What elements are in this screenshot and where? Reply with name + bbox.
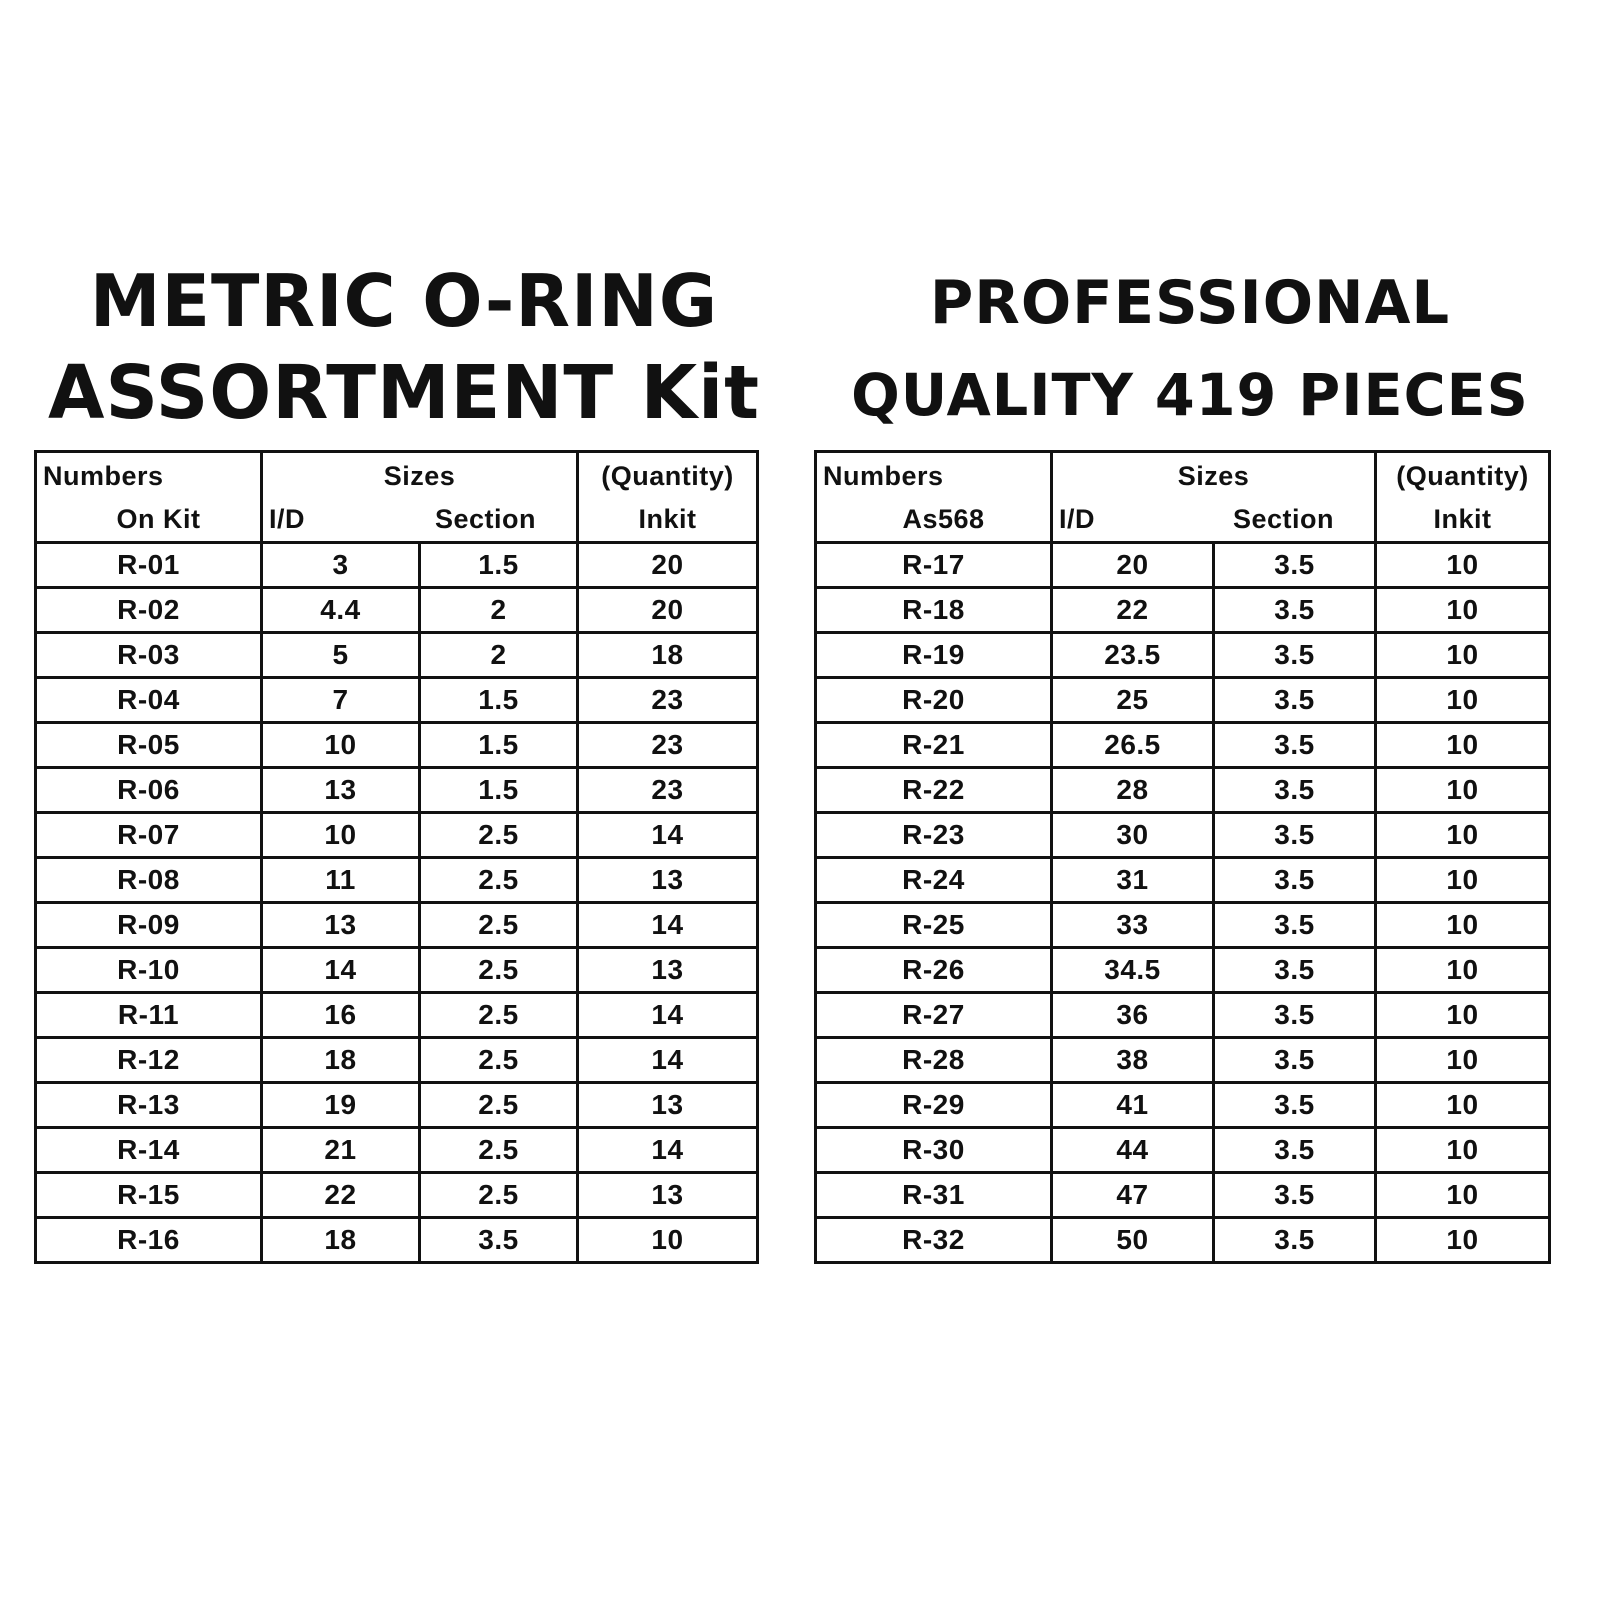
cell-quantity: 14 xyxy=(578,903,758,948)
cell-kit-number: R-18 xyxy=(816,588,1052,633)
cell-inner-diameter: 13 xyxy=(262,768,420,813)
cell-kit-number: R-30 xyxy=(816,1128,1052,1173)
cell-quantity: 10 xyxy=(578,1218,758,1263)
cell-inner-diameter: 21 xyxy=(262,1128,420,1173)
cell-inner-diameter: 20 xyxy=(1052,543,1214,588)
cell-kit-number: R-02 xyxy=(36,588,262,633)
cell-kit-number: R-31 xyxy=(816,1173,1052,1218)
cell-section: 2.5 xyxy=(420,1173,578,1218)
cell-inner-diameter: 33 xyxy=(1052,903,1214,948)
header-quantity-label: (Quantity) xyxy=(601,461,734,491)
cell-section: 3.5 xyxy=(1214,723,1376,768)
table-row xyxy=(36,1173,758,1218)
table-row xyxy=(816,723,1550,768)
header-quantity-label: (Quantity) xyxy=(1396,461,1529,491)
table-row xyxy=(36,633,758,678)
cell-inner-diameter: 34.5 xyxy=(1052,948,1214,993)
cell-section: 1.5 xyxy=(420,678,578,723)
table-row xyxy=(36,723,758,768)
header-numbers-label: Numbers xyxy=(43,461,164,491)
cell-inner-diameter: 38 xyxy=(1052,1038,1214,1083)
cell-quantity: 10 xyxy=(1376,678,1550,723)
cell-quantity: 10 xyxy=(1376,633,1550,678)
cell-quantity: 10 xyxy=(1376,1038,1550,1083)
cell-section: 2.5 xyxy=(420,1128,578,1173)
cell-kit-number: R-28 xyxy=(816,1038,1052,1083)
header-numbers-label: Numbers xyxy=(823,461,944,491)
cell-quantity: 10 xyxy=(1376,858,1550,903)
table-row xyxy=(816,1038,1550,1083)
cell-section: 2.5 xyxy=(420,993,578,1038)
left-oring-table xyxy=(34,450,759,1264)
table-row xyxy=(816,1128,1550,1173)
cell-inner-diameter: 10 xyxy=(262,813,420,858)
table-row xyxy=(816,813,1550,858)
cell-quantity: 10 xyxy=(1376,543,1550,588)
cell-section: 2.5 xyxy=(420,1083,578,1128)
cell-section: 3.5 xyxy=(1214,903,1376,948)
table-row xyxy=(36,588,758,633)
cell-section: 3.5 xyxy=(1214,588,1376,633)
cell-section: 3.5 xyxy=(1214,948,1376,993)
cell-inner-diameter: 25 xyxy=(1052,678,1214,723)
cell-kit-number: R-15 xyxy=(36,1173,262,1218)
cell-kit-number: R-20 xyxy=(816,678,1052,723)
cell-section: 2.5 xyxy=(420,948,578,993)
header-onkit-label: On Kit xyxy=(116,504,201,534)
table-row xyxy=(36,993,758,1038)
cell-kit-number: R-04 xyxy=(36,678,262,723)
cell-section: 3.5 xyxy=(1214,633,1376,678)
cell-quantity: 10 xyxy=(1376,1128,1550,1173)
cell-quantity: 13 xyxy=(578,1083,758,1128)
header-sizes xyxy=(1052,452,1376,543)
cell-inner-diameter: 50 xyxy=(1052,1218,1214,1263)
cell-kit-number: R-25 xyxy=(816,903,1052,948)
right-title-line2: QUALITY 419 PIECES xyxy=(851,361,1529,429)
header-sizes xyxy=(262,452,578,543)
left-table-body xyxy=(36,452,758,1263)
table-row xyxy=(816,993,1550,1038)
cell-kit-number: R-13 xyxy=(36,1083,262,1128)
header-id-label: I/D xyxy=(1059,504,1096,534)
cell-kit-number: R-19 xyxy=(816,633,1052,678)
cell-inner-diameter: 5 xyxy=(262,633,420,678)
table-row xyxy=(816,948,1550,993)
cell-section: 2 xyxy=(420,588,578,633)
cell-inner-diameter: 16 xyxy=(262,993,420,1038)
cell-kit-number: R-27 xyxy=(816,993,1052,1038)
cell-section: 3.5 xyxy=(1214,1218,1376,1263)
right-title xyxy=(814,245,1566,445)
header-section-label: Section xyxy=(434,504,536,534)
cell-kit-number: R-07 xyxy=(36,813,262,858)
cell-section: 3.5 xyxy=(1214,813,1376,858)
table-row xyxy=(36,1038,758,1083)
cell-section: 3.5 xyxy=(1214,1128,1376,1173)
cell-quantity: 10 xyxy=(1376,1083,1550,1128)
cell-quantity: 10 xyxy=(1376,768,1550,813)
cell-inner-diameter: 23.5 xyxy=(1052,633,1214,678)
cell-quantity: 18 xyxy=(578,633,758,678)
cell-kit-number: R-09 xyxy=(36,903,262,948)
cell-quantity: 10 xyxy=(1376,948,1550,993)
cell-inner-diameter: 14 xyxy=(262,948,420,993)
cell-kit-number: R-01 xyxy=(36,543,262,588)
cell-inner-diameter: 3 xyxy=(262,543,420,588)
table-row xyxy=(816,588,1550,633)
cell-inner-diameter: 10 xyxy=(262,723,420,768)
cell-quantity: 14 xyxy=(578,1038,758,1083)
cell-section: 3.5 xyxy=(420,1218,578,1263)
cell-quantity: 13 xyxy=(578,858,758,903)
cell-inner-diameter: 36 xyxy=(1052,993,1214,1038)
left-title xyxy=(34,245,774,445)
cell-inner-diameter: 4.4 xyxy=(262,588,420,633)
cell-section: 1.5 xyxy=(420,768,578,813)
table-row xyxy=(36,858,758,903)
right-header-row xyxy=(816,452,1550,543)
cell-kit-number: R-26 xyxy=(816,948,1052,993)
cell-inner-diameter: 22 xyxy=(1052,588,1214,633)
cell-inner-diameter: 47 xyxy=(1052,1173,1214,1218)
cell-kit-number: R-14 xyxy=(36,1128,262,1173)
cell-section: 2.5 xyxy=(420,858,578,903)
cell-kit-number: R-22 xyxy=(816,768,1052,813)
cell-inner-diameter: 7 xyxy=(262,678,420,723)
cell-section: 1.5 xyxy=(420,723,578,768)
table-row xyxy=(816,678,1550,723)
cell-kit-number: R-16 xyxy=(36,1218,262,1263)
cell-section: 3.5 xyxy=(1214,1038,1376,1083)
cell-kit-number: R-10 xyxy=(36,948,262,993)
table-row xyxy=(36,543,758,588)
cell-section: 3.5 xyxy=(1214,858,1376,903)
header-inkit-label: Inkit xyxy=(638,504,697,534)
table-row xyxy=(36,768,758,813)
cell-inner-diameter: 19 xyxy=(262,1083,420,1128)
cell-kit-number: R-12 xyxy=(36,1038,262,1083)
cell-inner-diameter: 28 xyxy=(1052,768,1214,813)
cell-quantity: 10 xyxy=(1376,588,1550,633)
right-oring-table xyxy=(814,450,1551,1264)
table-row xyxy=(816,543,1550,588)
right-table-body xyxy=(816,452,1550,1263)
cell-kit-number: R-05 xyxy=(36,723,262,768)
cell-inner-diameter: 31 xyxy=(1052,858,1214,903)
cell-quantity: 14 xyxy=(578,993,758,1038)
right-title-line1: PROFESSIONAL xyxy=(929,268,1451,338)
cell-section: 2.5 xyxy=(420,813,578,858)
header-numbers xyxy=(816,452,1052,543)
cell-kit-number: R-03 xyxy=(36,633,262,678)
table-row xyxy=(36,903,758,948)
cell-quantity: 10 xyxy=(1376,723,1550,768)
cell-section: 2.5 xyxy=(420,903,578,948)
cell-inner-diameter: 26.5 xyxy=(1052,723,1214,768)
cell-kit-number: R-29 xyxy=(816,1083,1052,1128)
cell-section: 1.5 xyxy=(420,543,578,588)
left-panel xyxy=(34,245,774,1255)
table-row xyxy=(816,858,1550,903)
header-inkit-label: Inkit xyxy=(1433,504,1492,534)
cell-quantity: 14 xyxy=(578,1128,758,1173)
cell-section: 3.5 xyxy=(1214,1173,1376,1218)
cell-kit-number: R-21 xyxy=(816,723,1052,768)
cell-quantity: 13 xyxy=(578,948,758,993)
cell-section: 2.5 xyxy=(420,1038,578,1083)
cell-inner-diameter: 41 xyxy=(1052,1083,1214,1128)
cell-quantity: 13 xyxy=(578,1173,758,1218)
table-row xyxy=(816,903,1550,948)
left-title-line1: METRIC O-RING xyxy=(89,259,719,343)
table-row xyxy=(36,1083,758,1128)
header-id-label: I/D xyxy=(269,504,306,534)
cell-section: 3.5 xyxy=(1214,678,1376,723)
cell-kit-number: R-11 xyxy=(36,993,262,1038)
cell-section: 3.5 xyxy=(1214,1083,1376,1128)
header-quantity xyxy=(1376,452,1550,543)
table-row xyxy=(36,813,758,858)
cell-quantity: 20 xyxy=(578,543,758,588)
table-row xyxy=(816,1173,1550,1218)
cell-inner-diameter: 13 xyxy=(262,903,420,948)
header-sizes-label: Sizes xyxy=(383,461,456,491)
cell-quantity: 14 xyxy=(578,813,758,858)
cell-quantity: 10 xyxy=(1376,903,1550,948)
cell-kit-number: R-06 xyxy=(36,768,262,813)
cell-quantity: 23 xyxy=(578,768,758,813)
cell-inner-diameter: 11 xyxy=(262,858,420,903)
cell-kit-number: R-23 xyxy=(816,813,1052,858)
cell-quantity: 23 xyxy=(578,723,758,768)
cell-kit-number: R-32 xyxy=(816,1218,1052,1263)
cell-inner-diameter: 44 xyxy=(1052,1128,1214,1173)
cell-quantity: 20 xyxy=(578,588,758,633)
cell-inner-diameter: 30 xyxy=(1052,813,1214,858)
cell-quantity: 23 xyxy=(578,678,758,723)
table-row xyxy=(816,633,1550,678)
header-quantity xyxy=(578,452,758,543)
cell-kit-number: R-08 xyxy=(36,858,262,903)
cell-section: 3.5 xyxy=(1214,768,1376,813)
cell-kit-number: R-24 xyxy=(816,858,1052,903)
table-row xyxy=(816,768,1550,813)
table-row xyxy=(816,1218,1550,1263)
table-row xyxy=(36,1128,758,1173)
cell-quantity: 10 xyxy=(1376,993,1550,1038)
cell-section: 3.5 xyxy=(1214,543,1376,588)
cell-inner-diameter: 18 xyxy=(262,1038,420,1083)
header-sizes-label: Sizes xyxy=(1177,461,1250,491)
cell-quantity: 10 xyxy=(1376,1173,1550,1218)
header-section-label: Section xyxy=(1232,504,1334,534)
left-title-line2: ASSORTMENT Kit xyxy=(48,350,760,436)
cell-inner-diameter: 18 xyxy=(262,1218,420,1263)
cell-section: 2 xyxy=(420,633,578,678)
cell-quantity: 10 xyxy=(1376,813,1550,858)
right-panel xyxy=(814,245,1566,1255)
table-row xyxy=(36,678,758,723)
cell-inner-diameter: 22 xyxy=(262,1173,420,1218)
header-as568-label: As568 xyxy=(902,504,985,534)
cell-quantity: 10 xyxy=(1376,1218,1550,1263)
left-header-row xyxy=(36,452,758,543)
table-row xyxy=(36,948,758,993)
cell-section: 3.5 xyxy=(1214,993,1376,1038)
header-numbers xyxy=(36,452,262,543)
table-row xyxy=(36,1218,758,1263)
cell-kit-number: R-17 xyxy=(816,543,1052,588)
table-row xyxy=(816,1083,1550,1128)
